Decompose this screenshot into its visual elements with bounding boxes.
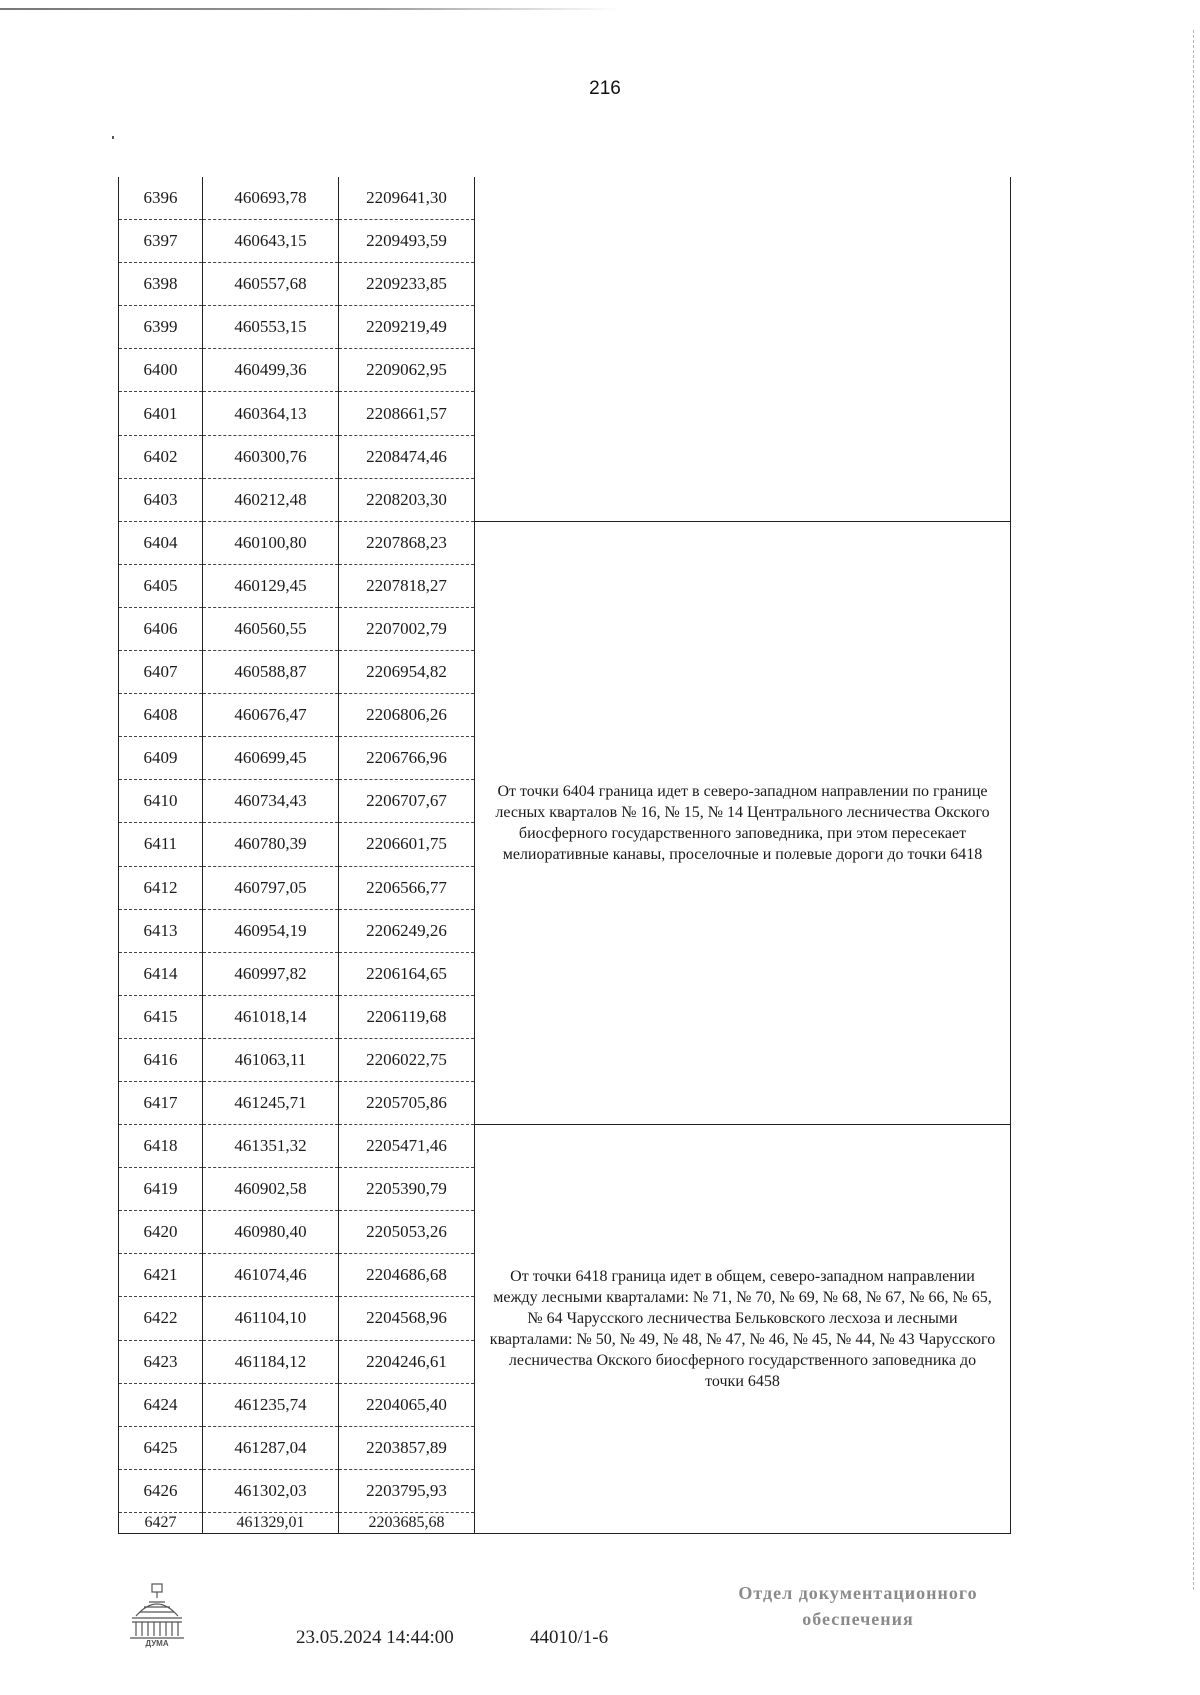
x-coordinate-cell: 461302,03 [203, 1469, 339, 1512]
y-coordinate-cell: 2209641,30 [339, 177, 475, 220]
point-number-cell: 6410 [119, 780, 203, 823]
y-coordinate-cell: 2203795,93 [339, 1469, 475, 1512]
department-stamp-line1: Отдел документационного [738, 1583, 978, 1603]
y-coordinate-cell: 2206566,77 [339, 866, 475, 909]
scan-edge-right [1191, 30, 1194, 1590]
point-number-cell: 6403 [119, 478, 203, 521]
y-coordinate-cell: 2204686,68 [339, 1254, 475, 1297]
x-coordinate-cell: 460693,78 [203, 177, 339, 220]
y-coordinate-cell: 2205705,86 [339, 1081, 475, 1124]
point-number-cell: 6422 [119, 1297, 203, 1340]
y-coordinate-cell: 2206707,67 [339, 780, 475, 823]
x-coordinate-cell: 460699,45 [203, 737, 339, 780]
x-coordinate-cell: 460902,58 [203, 1168, 339, 1211]
page-number: 216 [589, 78, 621, 99]
point-number-cell: 6397 [119, 220, 203, 263]
x-coordinate-cell: 460364,13 [203, 392, 339, 435]
x-coordinate-cell: 461235,74 [203, 1383, 339, 1426]
x-coordinate-cell: 461063,11 [203, 1038, 339, 1081]
x-coordinate-cell: 461104,10 [203, 1297, 339, 1340]
department-stamp-line2: обеспечения [802, 1609, 914, 1629]
boundary-description-cell: От точки 6418 граница идет в общем, северо-западном направлении между лесными кварталами: № 71, № 70, № 69, № 68, № 67, № 66, № 65, № 64 Чарусского лесничества Бельковского лесхоза и лесными кварталами: № 50, № 49, № 48, № 47, № 46, № 45, № 44, № 43 Чарусского лесничества Окского биосферного государственного заповедника до точки 6458 [475, 1125, 1011, 1534]
point-number-cell: 6409 [119, 737, 203, 780]
y-coordinate-cell: 2209233,85 [339, 263, 475, 306]
x-coordinate-cell: 460300,76 [203, 435, 339, 478]
y-coordinate-cell: 2206119,68 [339, 995, 475, 1038]
table-row [119, 1125, 1011, 1168]
table-row [119, 177, 1011, 220]
x-coordinate-cell: 461184,12 [203, 1340, 339, 1383]
department-stamp [698, 1580, 1018, 1632]
point-number-cell: 6413 [119, 909, 203, 952]
y-coordinate-cell: 2205053,26 [339, 1211, 475, 1254]
y-coordinate-cell: 2207868,23 [339, 521, 475, 564]
y-coordinate-cell: 2207002,79 [339, 607, 475, 650]
x-coordinate-cell: 460499,36 [203, 349, 339, 392]
x-coordinate-cell: 460643,15 [203, 220, 339, 263]
scan-speck [112, 136, 114, 139]
x-coordinate-cell: 460734,43 [203, 780, 339, 823]
y-coordinate-cell: 2206249,26 [339, 909, 475, 952]
y-coordinate-cell: 2206806,26 [339, 694, 475, 737]
point-number-cell: 6406 [119, 607, 203, 650]
x-coordinate-cell: 461329,01 [203, 1512, 339, 1533]
coordinates-table-body [119, 177, 1011, 1533]
y-coordinate-cell: 2209062,95 [339, 349, 475, 392]
x-coordinate-cell: 460780,39 [203, 823, 339, 866]
coordinates-table [118, 177, 1011, 1534]
point-number-cell: 6420 [119, 1211, 203, 1254]
y-coordinate-cell: 2204065,40 [339, 1383, 475, 1426]
y-coordinate-cell: 2208203,30 [339, 478, 475, 521]
x-coordinate-cell: 460560,55 [203, 607, 339, 650]
y-coordinate-cell: 2209219,49 [339, 306, 475, 349]
point-number-cell: 6424 [119, 1383, 203, 1426]
point-number-cell: 6415 [119, 995, 203, 1038]
y-coordinate-cell: 2206954,82 [339, 651, 475, 694]
x-coordinate-cell: 461351,32 [203, 1125, 339, 1168]
y-coordinate-cell: 2205471,46 [339, 1125, 475, 1168]
y-coordinate-cell: 2206601,75 [339, 823, 475, 866]
scan-edge-top [0, 8, 620, 10]
y-coordinate-cell: 2206766,96 [339, 737, 475, 780]
x-coordinate-cell: 460980,40 [203, 1211, 339, 1254]
y-coordinate-cell: 2208661,57 [339, 392, 475, 435]
table-row [119, 521, 1011, 564]
point-number-cell: 6407 [119, 651, 203, 694]
x-coordinate-cell: 460997,82 [203, 952, 339, 995]
point-number-cell: 6427 [119, 1512, 203, 1533]
point-number-cell: 6408 [119, 694, 203, 737]
x-coordinate-cell: 460100,80 [203, 521, 339, 564]
y-coordinate-cell: 2204568,96 [339, 1297, 475, 1340]
y-coordinate-cell: 2204246,61 [339, 1340, 475, 1383]
point-number-cell: 6421 [119, 1254, 203, 1297]
point-number-cell: 6396 [119, 177, 203, 220]
footer-document-code: 44010/1-6 [530, 1627, 609, 1648]
point-number-cell: 6398 [119, 263, 203, 306]
x-coordinate-cell: 460212,48 [203, 478, 339, 521]
y-coordinate-cell: 2209493,59 [339, 220, 475, 263]
y-coordinate-cell: 2205390,79 [339, 1168, 475, 1211]
y-coordinate-cell: 2203685,68 [339, 1512, 475, 1533]
x-coordinate-cell: 461074,46 [203, 1254, 339, 1297]
point-number-cell: 6411 [119, 823, 203, 866]
y-coordinate-cell: 2208474,46 [339, 435, 475, 478]
x-coordinate-cell: 460129,45 [203, 564, 339, 607]
x-coordinate-cell: 461018,14 [203, 995, 339, 1038]
point-number-cell: 6419 [119, 1168, 203, 1211]
footer-timestamp: 23.05.2024 14:44:00 [296, 1627, 454, 1648]
x-coordinate-cell: 460553,15 [203, 306, 339, 349]
point-number-cell: 6412 [119, 866, 203, 909]
point-number-cell: 6414 [119, 952, 203, 995]
point-number-cell: 6416 [119, 1038, 203, 1081]
boundary-description-cell [475, 177, 1011, 521]
x-coordinate-cell: 460588,87 [203, 651, 339, 694]
point-number-cell: 6426 [119, 1469, 203, 1512]
y-coordinate-cell: 2206164,65 [339, 952, 475, 995]
point-number-cell: 6401 [119, 392, 203, 435]
logo-caption: ДУМА [145, 1639, 169, 1648]
boundary-description-cell: От точки 6404 граница идет в северо-западном направлении по границе лесных кварталов № 16, № 15, № 14 Центрального лесничества Окского биосферного государственного заповедника, при этом пересекает мелиоративные канавы, проселочные и полевые дороги до точки 6418 [475, 521, 1011, 1124]
point-number-cell: 6402 [119, 435, 203, 478]
x-coordinate-cell: 460954,19 [203, 909, 339, 952]
x-coordinate-cell: 460676,47 [203, 694, 339, 737]
point-number-cell: 6423 [119, 1340, 203, 1383]
x-coordinate-cell: 460557,68 [203, 263, 339, 306]
y-coordinate-cell: 2206022,75 [339, 1038, 475, 1081]
point-number-cell: 6404 [119, 521, 203, 564]
y-coordinate-cell: 2203857,89 [339, 1426, 475, 1469]
point-number-cell: 6425 [119, 1426, 203, 1469]
x-coordinate-cell: 461287,04 [203, 1426, 339, 1469]
x-coordinate-cell: 461245,71 [203, 1081, 339, 1124]
x-coordinate-cell: 460797,05 [203, 866, 339, 909]
point-number-cell: 6417 [119, 1081, 203, 1124]
duma-emblem-logo [126, 1582, 188, 1648]
point-number-cell: 6418 [119, 1125, 203, 1168]
point-number-cell: 6405 [119, 564, 203, 607]
point-number-cell: 6399 [119, 306, 203, 349]
point-number-cell: 6400 [119, 349, 203, 392]
y-coordinate-cell: 2207818,27 [339, 564, 475, 607]
